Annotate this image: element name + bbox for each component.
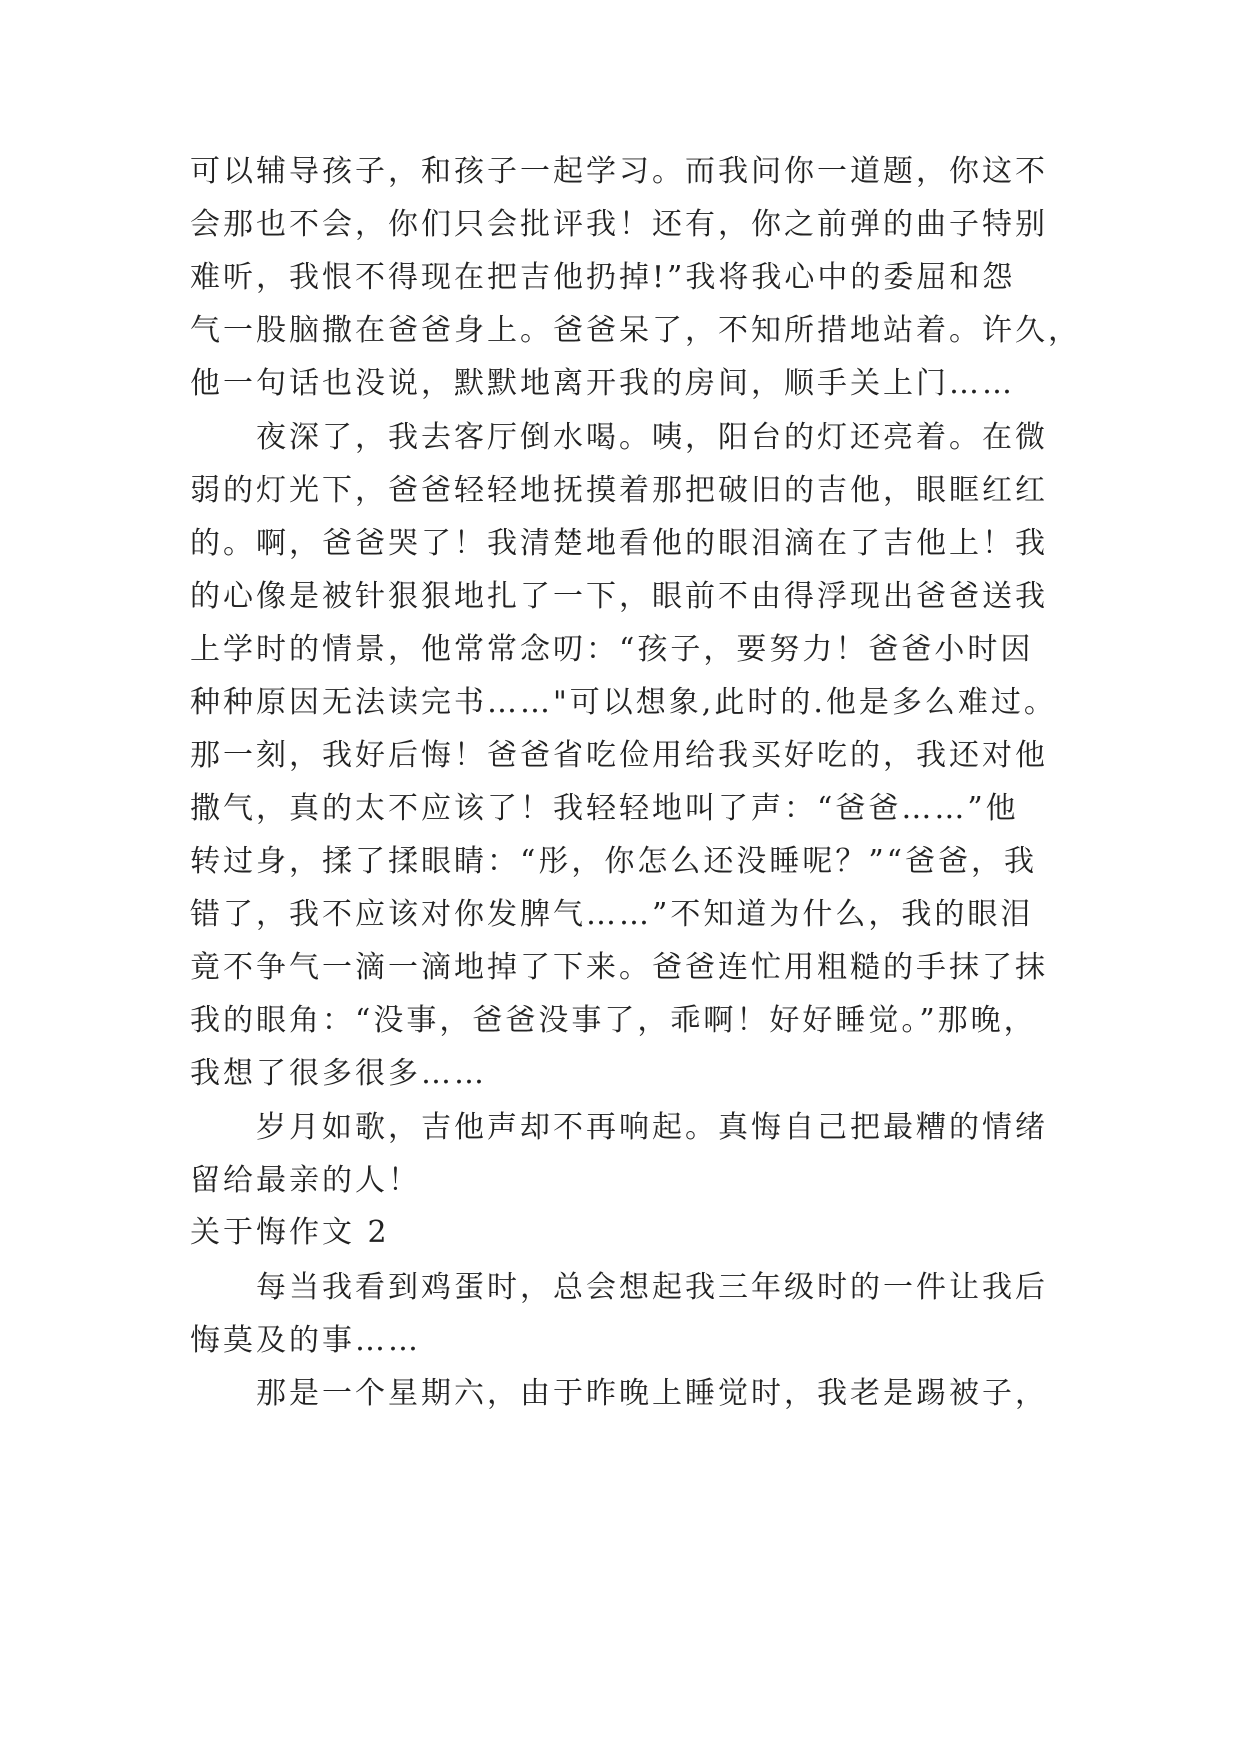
text-line: 会那也不会，你们只会批评我！还有，你之前弹的曲子特别	[190, 207, 1048, 242]
text-line: 难听，我恨不得现在把吉他扔掉!”我将我心中的委屈和怨	[190, 260, 1016, 295]
text-line: 的。啊，爸爸哭了！我清楚地看他的眼泪滴在了吉他上！我	[190, 526, 1048, 561]
text-line: 气一股脑撒在爸爸身上。爸爸呆了，不知所措地站着。许久，	[190, 313, 1081, 348]
text-line: 每当我看到鸡蛋时，总会想起我三年级时的一件让我后	[256, 1270, 1048, 1305]
text-line: 夜深了，我去客厅倒水喝。咦，阳台的灯还亮着。在微	[256, 420, 1048, 455]
text-line: 他一句话也没说，默默地离开我的房间，顺手关上门……	[190, 366, 1015, 401]
section-heading: 关于悔作文 2	[190, 1215, 390, 1250]
text-line: 错了，我不应该对你发脾气……”不知道为什么，我的眼泪	[190, 897, 1034, 932]
text-line: 的心像是被针狠狠地扎了一下，眼前不由得浮现出爸爸送我	[190, 579, 1048, 614]
text-line: 撒气，真的太不应该了！我轻轻地叫了声：“爸爸……”他	[190, 791, 1019, 826]
text-line: 弱的灯光下，爸爸轻轻地抚摸着那把破旧的吉他，眼眶红红	[190, 473, 1048, 508]
text-line: 转过身，揉了揉眼睛：“彤，你怎么还没睡呢？”“爸爸，我	[190, 844, 1038, 879]
text-line: 竟不争气一滴一滴地掉了下来。爸爸连忙用粗糙的手抹了抹	[190, 950, 1048, 985]
text-line: 我的眼角：“没事，爸爸没事了，乖啊！好好睡觉。”那晚，	[190, 1003, 1037, 1038]
text-line: 我想了很多很多……	[190, 1056, 487, 1091]
text-line: 留给最亲的人！	[190, 1163, 421, 1198]
text-line: 那是一个星期六，由于昨晚上睡觉时，我老是踢被子，	[256, 1376, 1048, 1411]
text-line: 种种原因无法读完书……"可以想象,此时的.他是多么难过。	[190, 685, 1057, 720]
text-line: 那一刻，我好后悔！爸爸省吃俭用给我买好吃的，我还对他	[190, 738, 1048, 773]
text-line: 岁月如歌，吉他声却不再响起。真悔自己把最糟的情绪	[256, 1110, 1048, 1145]
text-line: 可以辅导孩子，和孩子一起学习。而我问你一道题，你这不	[190, 154, 1048, 189]
text-line: 悔莫及的事……	[190, 1323, 421, 1358]
text-line: 上学时的情景，他常常念叨：“孩子，要努力！爸爸小时因	[190, 632, 1034, 667]
